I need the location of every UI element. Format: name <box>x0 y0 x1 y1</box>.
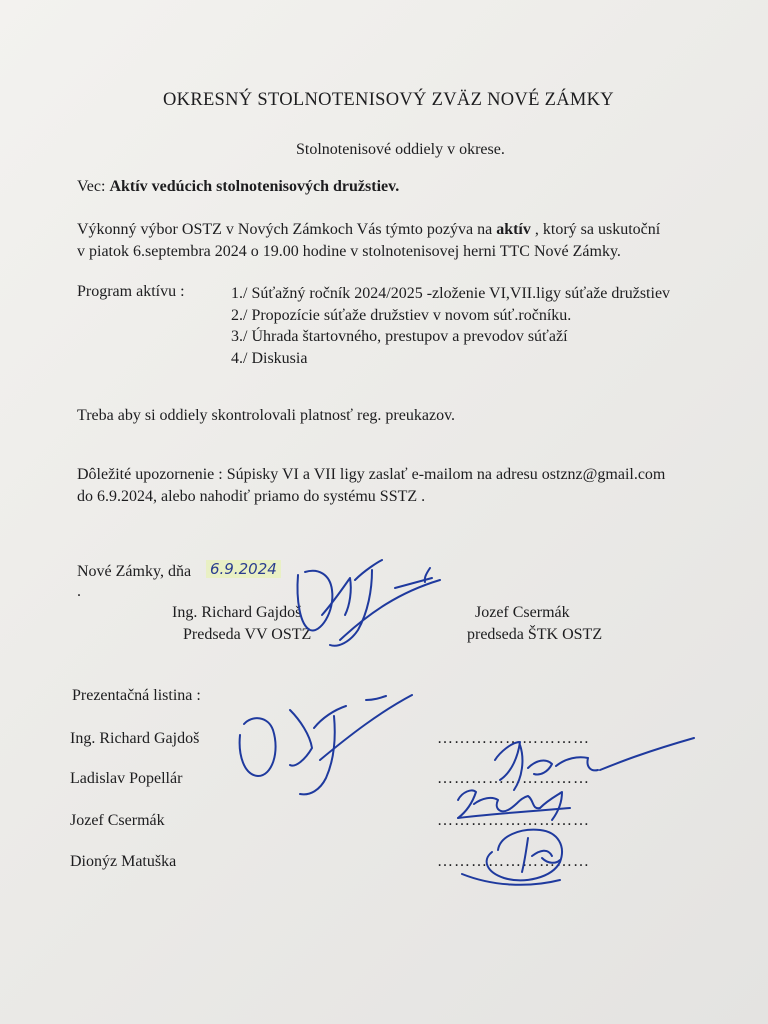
important-line-2: do 6.9.2024, alebo nahodiť priamo do systému SSTZ . <box>77 488 426 505</box>
intro-line-2: v piatok 6.septembra 2024 o 19.00 hodine v stolnotenisovej herni TTC Nové Zámky. <box>77 243 621 260</box>
intro-line-1 <box>77 221 660 239</box>
subject-label: Vec: <box>77 178 110 195</box>
attendee-name: Dionýz Matuška <box>70 853 177 870</box>
signature-line: ……………………… <box>437 770 590 787</box>
attendee-name: Jozef Csermák <box>70 812 165 829</box>
right-signatory-role: predseda ŠTK OSTZ <box>467 626 603 643</box>
handwritten-date: 6.9.2024 <box>206 560 281 578</box>
program-item: 4./ Diskusia <box>231 349 308 367</box>
intro-text-c: , ktorý sa uskutoční <box>530 221 661 238</box>
intro-text-a: Výkonný výbor OSTZ v Nových Zámkoch Vás týmto pozýva na <box>77 221 497 238</box>
program-item: 2./ Propozície súťaže družstiev v novom súť.ročníku. <box>231 306 572 324</box>
left-signatory-name: Ing. Richard Gajdoš <box>172 604 302 621</box>
right-signatory-name: Jozef Csermák <box>475 604 570 621</box>
program-list <box>231 283 670 369</box>
recipients-line: Stolnotenisové oddiely v okrese. <box>296 141 505 158</box>
left-signatory-role: Predseda VV OSTZ <box>183 626 312 643</box>
signature-line: ……………………… <box>437 812 590 829</box>
stray-dot: . <box>77 583 81 600</box>
attendee-name: Ing. Richard Gajdoš <box>70 730 200 747</box>
organization-title: OKRESNÝ STOLNOTENISOVÝ ZVÄZ NOVÉ ZÁMKY <box>163 90 614 110</box>
subject-line <box>77 178 399 196</box>
signature-line: ……………………… <box>437 853 590 870</box>
attendee-name: Ladislav Popellár <box>70 770 183 787</box>
place-date-label: Nové Zámky, dňa <box>77 563 192 580</box>
signature-gajdos-bottom <box>240 695 412 794</box>
subject-text: Aktív vedúcich stolnotenisových družstiev. <box>109 178 400 195</box>
program-item: 3./ Úhrada štartovného, prestupov a prevodov súťaží <box>231 328 568 345</box>
signature-line: ……………………… <box>437 730 590 747</box>
important-line-1: Dôležité upozornenie : Súpisky VI a VII ligy zaslať e-mailom na adresu ostznz@gmail.com <box>77 466 666 483</box>
signature-gajdos-top <box>298 560 441 646</box>
attendance-title: Prezentačná listina : <box>72 687 201 704</box>
registration-notice: Treba aby si oddiely skontrolovali platnosť reg. preukazov. <box>77 407 456 424</box>
program-item: 1./ Súťažný ročník 2024/2025 -zloženie VI,VII.ligy súťaže družstiev <box>231 285 671 302</box>
intro-text-bold: aktív <box>496 221 531 238</box>
program-label: Program aktívu : <box>77 283 185 300</box>
